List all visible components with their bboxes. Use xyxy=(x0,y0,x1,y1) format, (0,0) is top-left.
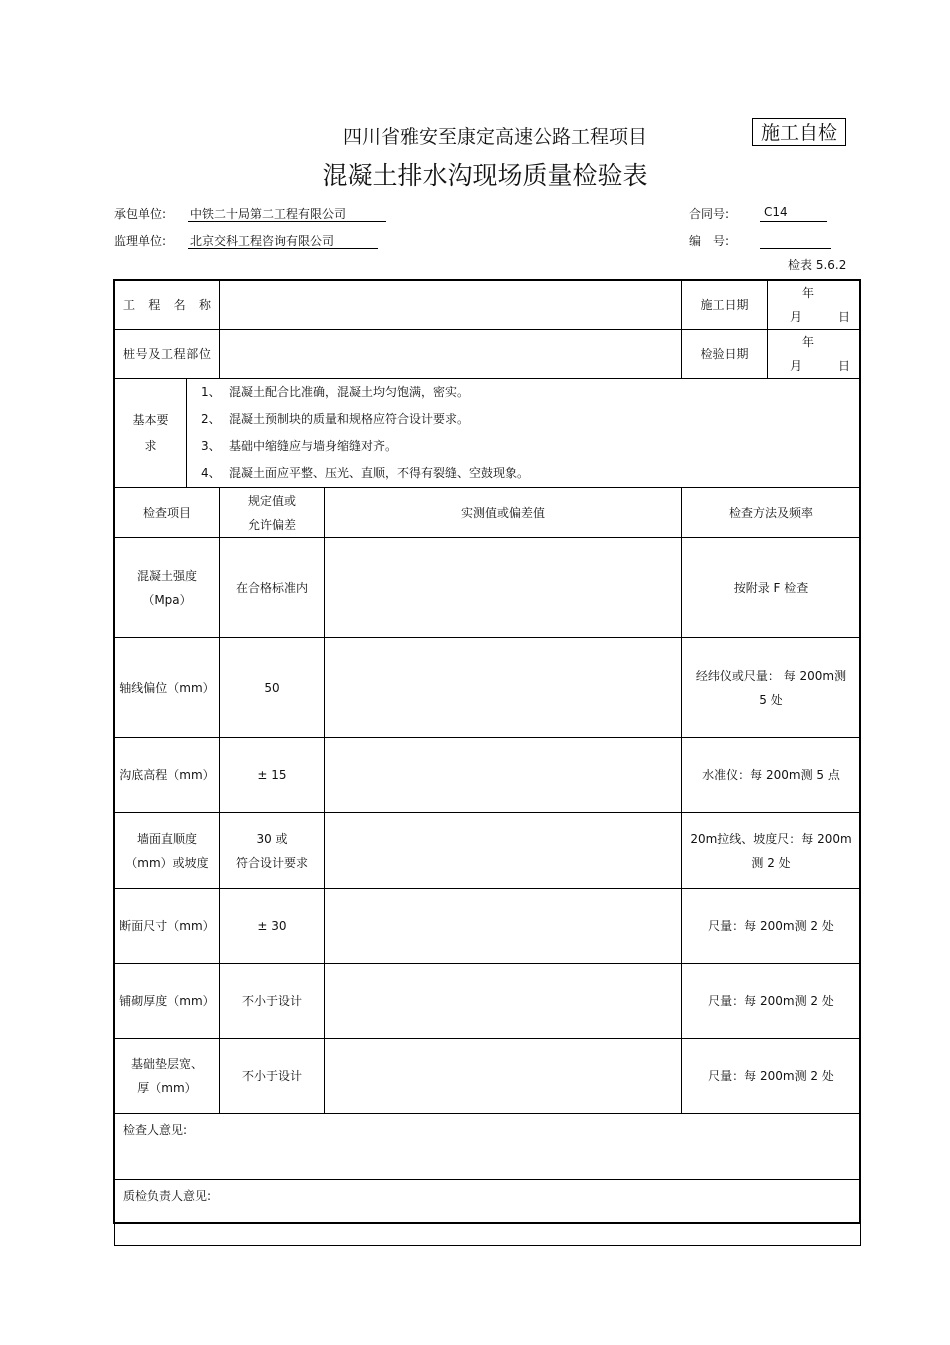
table-row xyxy=(115,538,861,638)
spec-cell: 50 xyxy=(220,638,325,738)
basic-req-label: 基本要 求 xyxy=(115,379,187,488)
table-row xyxy=(115,738,861,813)
form-code: 检表 5.6.2 xyxy=(788,258,847,272)
method-cell: 经纬仪或尺量： 每 200m测 5 处 xyxy=(682,638,861,738)
requirement-item: 1、 混凝土配合比准确，混凝土均匀饱满，密实。 xyxy=(201,385,470,399)
item-cell: 基础垫层宽、 厚（mm） xyxy=(115,1039,220,1114)
project-name-value[interactable] xyxy=(220,281,682,330)
item-cell: 沟底高程（mm） xyxy=(115,738,220,813)
form-title: 混凝土排水沟现场质量检验表 xyxy=(322,161,648,190)
method-cell: 尺量：每 200m测 2 处 xyxy=(682,964,861,1039)
inspector-opinion[interactable]: 检查人意见: xyxy=(115,1114,861,1180)
requirement-item: 3、 基础中缩缝应与墙身缩缝对齐。 xyxy=(201,439,398,453)
table-row xyxy=(115,813,861,889)
spec-cell: 不小于设计 xyxy=(220,1039,325,1114)
contractor-value: 中铁二十局第二工程有限公司 xyxy=(188,205,386,222)
measured-cell[interactable] xyxy=(325,964,682,1039)
item-cell: 铺砌厚度（mm） xyxy=(115,964,220,1039)
method-cell: 按附录 F 检查 xyxy=(682,538,861,638)
station-value[interactable] xyxy=(220,330,682,379)
measured-cell[interactable] xyxy=(325,889,682,964)
station-label: 桩 号 及 工 程 部 位 xyxy=(115,330,220,379)
item-cell: 断面尺寸（mm） xyxy=(115,889,220,964)
col-item-header: 检查项目 xyxy=(115,488,220,538)
spec-cell: 在合格标准内 xyxy=(220,538,325,638)
serial-no-label: 编 号: xyxy=(689,234,730,248)
item-cell: 墙面直顺度 （mm）或坡度 xyxy=(115,813,220,889)
qc-opinion[interactable]: 质检负责人意见: xyxy=(115,1180,861,1246)
col-measured-header: 实测值或偏差值 xyxy=(325,488,682,538)
method-cell: 尺量：每 200m测 2 处 xyxy=(682,1039,861,1114)
inspection-grid xyxy=(114,280,861,1246)
project-name-label: 工 程 名 称 xyxy=(115,281,220,330)
measured-cell[interactable] xyxy=(325,1039,682,1114)
item-cell: 轴线偏位（mm） xyxy=(115,638,220,738)
spec-cell: 不小于设计 xyxy=(220,964,325,1039)
col-spec-header: 规定值或 允许偏差 xyxy=(220,488,325,538)
supervisor-label: 监理单位: xyxy=(114,234,167,248)
supervisor-value: 北京交科工程咨询有限公司 xyxy=(188,232,378,249)
construction-date-value[interactable]: 年月 日 xyxy=(768,281,861,330)
serial-no-value xyxy=(760,232,831,249)
inspection-date-label: 检验日期 xyxy=(682,330,768,379)
construction-date-label: 施工日期 xyxy=(682,281,768,330)
item-cell: 混凝土强度 （Mpa） xyxy=(115,538,220,638)
contract-no-value: C14 xyxy=(760,205,827,222)
method-cell: 20m拉线、坡度尺：每 200m 测 2 处 xyxy=(682,813,861,889)
spec-cell: 30 或 符合设计要求 xyxy=(220,813,325,889)
table-row xyxy=(115,638,861,738)
measured-cell[interactable] xyxy=(325,738,682,813)
basic-requirements xyxy=(187,379,861,488)
self-check-box: 施工自检 xyxy=(752,118,846,146)
measured-cell[interactable] xyxy=(325,638,682,738)
contract-no-label: 合同号: xyxy=(689,207,730,221)
table-row xyxy=(115,1039,861,1114)
measured-cell[interactable] xyxy=(325,813,682,889)
spec-cell: ± 30 xyxy=(220,889,325,964)
col-method-header: 检查方法及频率 xyxy=(682,488,861,538)
contractor-label: 承包单位: xyxy=(114,207,167,221)
measured-cell[interactable] xyxy=(325,538,682,638)
requirement-item: 4、 混凝土面应平整、压光、直顺，不得有裂缝、空鼓现象。 xyxy=(201,466,530,480)
method-cell: 尺量：每 200m测 2 处 xyxy=(682,889,861,964)
method-cell: 水准仪：每 200m测 5 点 xyxy=(682,738,861,813)
spec-cell: ± 15 xyxy=(220,738,325,813)
inspection-date-value[interactable]: 年月 日 xyxy=(768,330,861,379)
requirement-item: 2、 混凝土预制块的质量和规格应符合设计要求。 xyxy=(201,412,470,426)
project-title: 四川省雅安至康定高速公路工程项目 xyxy=(342,126,647,148)
table-row xyxy=(115,964,861,1039)
table-row xyxy=(115,889,861,964)
